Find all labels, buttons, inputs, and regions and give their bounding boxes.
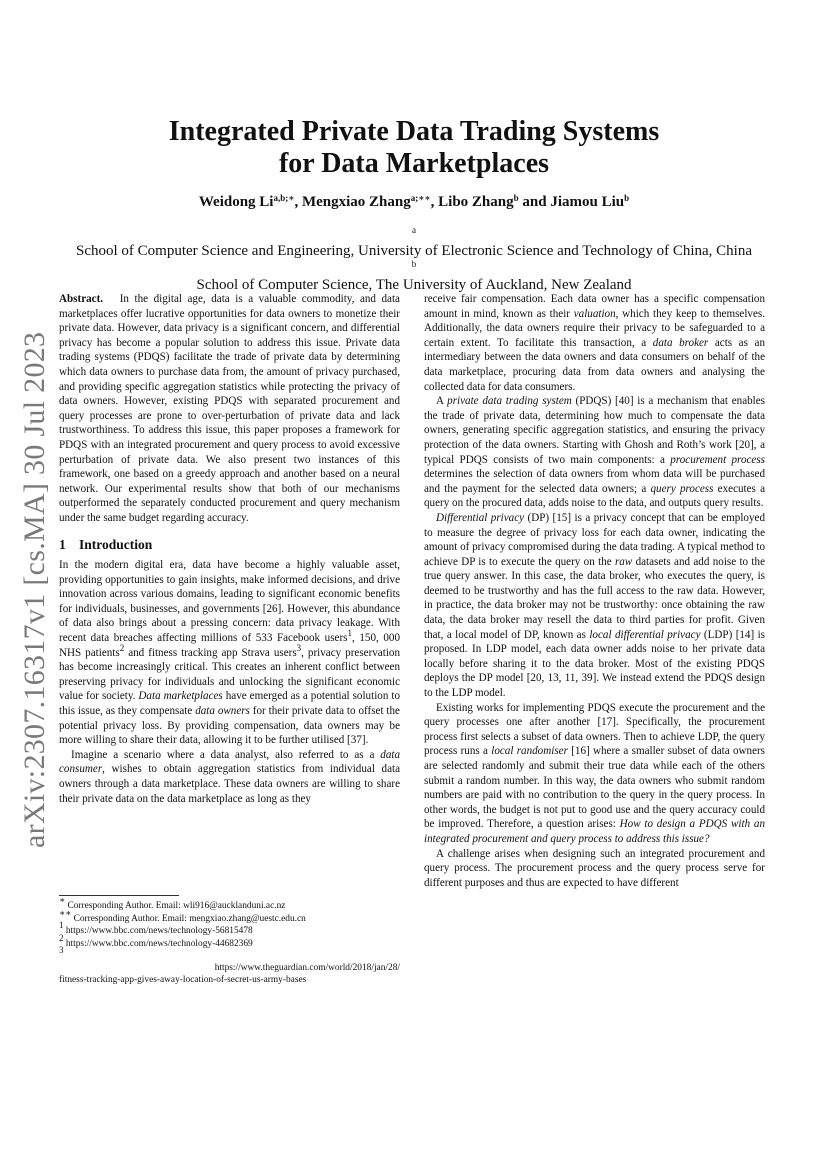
emphasis: valuation bbox=[573, 307, 616, 320]
left-column bbox=[59, 292, 400, 806]
footnote-link[interactable]: https://www.theguardian.com/world/2018/jan/28/ bbox=[214, 962, 400, 973]
footnote-link[interactable]: fitness-tracking-app-gives-away-location-of-secret-us-army-bases bbox=[59, 974, 307, 985]
author-affil-mark: b bbox=[513, 193, 519, 203]
right-column bbox=[424, 292, 765, 890]
paragraph bbox=[424, 511, 765, 701]
text-run: Imagine a scenario where a data analyst, also referred to as a bbox=[71, 748, 381, 761]
text-run: datasets and add noise to the true query answer. In this case, the data broker, who executes the query, is deemed to be trustworthy and has the full access to the raw data. However, in practice, the data broker may not be trustworthy: once obtaining the raw data, the data broker may resell the data to third parties for profit. Given that, a local model of DP, known as bbox=[424, 555, 765, 641]
text-run: (LDP) [14] is proposed. In LDP model, each data owner adds noise to her private data locally before sharing it to the data broker. Most of the existing PDQS deploys the DP model [20, 13, 11, 39]. We instead extend the PDQS design to the LDP model. bbox=[424, 628, 765, 700]
emphasis: data consumer bbox=[59, 748, 400, 776]
footnote-mark: ∗∗ bbox=[59, 907, 72, 918]
text-run: A challenge arises when designing such an integrated procurement and query process. The procurement process and the query process serve for different purposes and thus are expected to have different bbox=[424, 847, 765, 889]
text-run: , 150, 000 NHS patients bbox=[59, 632, 400, 659]
footnote-ref[interactable]: 3 bbox=[296, 642, 302, 653]
author-list bbox=[60, 194, 768, 211]
text-run: and fitness tracking app Strava users bbox=[124, 646, 297, 659]
paper-title bbox=[60, 116, 768, 180]
footnote-link[interactable]: https://www.bbc.com/news/technology-56815478 bbox=[63, 926, 253, 937]
emphasis: Differential privacy bbox=[436, 511, 525, 524]
abstract-label: Abstract. bbox=[59, 293, 104, 305]
affil-mark: b bbox=[411, 259, 417, 269]
affil-mark: a bbox=[412, 225, 416, 235]
emphasis: local randomiser bbox=[491, 745, 568, 758]
footnote-ref[interactable]: 1 bbox=[347, 628, 352, 639]
affiliation-b bbox=[60, 260, 768, 294]
affiliations bbox=[60, 226, 768, 294]
arxiv-identifier: arXiv:2307.16317v1 [cs.MA] 30 Jul 2023 bbox=[18, 331, 51, 848]
author-name: and Jiamou Liu bbox=[518, 194, 625, 210]
author-name: Weidong Li bbox=[198, 194, 274, 210]
text-run: for their private data to offset the potential privacy loss. By providing compensation, data owners may be more willing to share their data, allowing it to be further utilised [37]. bbox=[59, 705, 400, 747]
text-run: executes a query on the procured data, adds noise to the data, and outputs query results. bbox=[424, 482, 766, 510]
title-line-1: Integrated Private Data Trading Systems bbox=[168, 116, 660, 147]
emphasis: raw bbox=[614, 555, 633, 568]
footnote bbox=[59, 945, 400, 986]
footnote bbox=[59, 907, 400, 926]
emphasis: How to design a PDQS with an integrated procurement and query process to address this issue? bbox=[424, 818, 766, 845]
footnote-text: Corresponding Author. Email: mengxiao.zhang@uestc.edu.cn bbox=[71, 913, 306, 924]
text-run: In the modern digital era, data have become a highly valuable asset, providing opportunities to gain insights, make informed decisions, and drive innovation across various domains, leading to significant economic benefits for individuals, businesses, and governments [26]. However, this abundance of data also brings about a pressing concern: data privacy leakage. With recent data breaches affecting millions of 533 Facebook users bbox=[59, 559, 400, 645]
emphasis: data owners bbox=[195, 705, 250, 718]
emphasis: procurement process bbox=[670, 453, 765, 466]
author-affil-mark: a,b;∗ bbox=[273, 193, 295, 203]
paragraph bbox=[424, 292, 765, 394]
text-run: A bbox=[436, 395, 448, 408]
text-run: , wishes to obtain aggregation statistics from individual data owners through a data marketplace. These data owners are willing to share their private data on the data marketplace as long as they bbox=[59, 763, 400, 805]
footnote-mark: 3 bbox=[59, 945, 64, 956]
emphasis: private data trading system bbox=[447, 395, 572, 408]
intro-paragraph-2 bbox=[59, 748, 400, 806]
footnote bbox=[59, 932, 400, 951]
footnote-mark: 1 bbox=[59, 920, 64, 931]
footnotes bbox=[59, 895, 400, 986]
abstract bbox=[59, 292, 400, 526]
text-run: acts as an intermediary between the data owners and data consumers on behalf of the data marketplace, procuring data from data owners and analysing the collected data for data consumers. bbox=[424, 336, 765, 393]
author-affil-mark: a;∗∗ bbox=[410, 193, 431, 203]
affil-text: School of Computer Science, The University of Auckland, New Zealand bbox=[196, 277, 632, 293]
intro-paragraph-1 bbox=[59, 558, 400, 748]
text-run: Existing works for implementing PDQS execute the procurement and the query processes one after another [17]. Specifically, the procurement process first selects a subset of data owners. Then to achieve LDP, the query process runs a bbox=[424, 701, 765, 758]
emphasis: Data marketplaces bbox=[138, 690, 223, 703]
emphasis: query process bbox=[650, 482, 714, 495]
affil-text: School of Computer Science and Engineering, University of Electronic Science and Technology of China, China bbox=[76, 243, 752, 259]
text-run: have emerged as a potential solution to this issue, as they compensate bbox=[59, 690, 400, 718]
footnote-mark: ∗ bbox=[59, 895, 66, 905]
section-title: Introduction bbox=[79, 536, 153, 552]
emphasis: data broker bbox=[652, 336, 709, 349]
title-line-2: for Data Marketplaces bbox=[278, 148, 550, 179]
paragraph bbox=[424, 394, 765, 511]
section-heading bbox=[59, 538, 400, 553]
text-run: , which they keep to themselves. Additionally, the data owners require their privacy to be safeguarded to a certain extent. To facilitate this transaction, a bbox=[424, 307, 765, 349]
text-run: (DP) [15] is a privacy concept that can be employed to measure the degree of privacy loss for each data owner, indicating the amount of privacy compromised during the data trading. A typical method to achieve DP is to execute the query on the bbox=[424, 511, 765, 568]
footnote bbox=[59, 895, 400, 913]
text-run: determines the selection of data owners from whom data will be purchased and the payment for the selected data owners; a bbox=[424, 468, 765, 495]
paragraph bbox=[424, 847, 765, 891]
footnote bbox=[59, 920, 400, 938]
paragraph bbox=[424, 701, 765, 847]
footnote-ref[interactable]: 2 bbox=[119, 642, 125, 653]
abstract-text: In the digital age, data is a valuable commodity, and data marketplaces offer lucrative opportunities for data owners to monetize their private data. However, data privacy is a significant concern, and differential privacy has become a popular solution to address this issue. Private data trading systems (PDQS) facilitate the trade of private data by determining which data owners to purchase data from, the amount of privacy purchased, and providing specific aggregation statistics while protecting the privacy of data owners. However, existing PDQS with separated procurement and query processes are prone to over-perturbation of private data and lack trustworthiness. To address this issue, this paper proposes a framework for PDQS with an integrated procurement and query process to avoid excessive perturbation of private data. We also present two instances of this framework, one based on a greedy approach and another based on a neural network. Our experimental results show that both of our mechanisms outperformed the separately conducted procurement and query mechanism under the same budget regarding accuracy. bbox=[59, 293, 400, 524]
text-run: [16] where a smaller subset of data owners are selected randomly and submit their true data while each of the others submit a random number. In this way, the data owners who submit random numbers are paid with no contribution to the query in the query process. In other words, the budget is not put to good use and the query accuracy could be improved. Therefore, a question arises: bbox=[424, 745, 766, 831]
text-run: , privacy preservation has become increasingly critical. This creates an inherent conflict between preserving privacy for individuals and unlocking the significant economic value for society. bbox=[59, 646, 400, 703]
text-run: (PDQS) [40] is a mechanism that enables the trade of private data, determining how much to compensate the data owners, generating specific aggregation statistics, and ensuring the privacy protection of the data owners. Starting with Ghosh and Roth’s work [20], a typical PDQS consists of two main components: a bbox=[424, 395, 765, 466]
emphasis: local differential privacy bbox=[589, 628, 701, 641]
author-affil-mark: b bbox=[624, 193, 630, 203]
footnote-divider bbox=[59, 895, 179, 896]
text-run: receive fair compensation. Each data owner has a specific compensation amount in mind, known as their bbox=[424, 293, 765, 320]
affiliation-a bbox=[60, 226, 768, 260]
author-name: , Mengxiao Zhang bbox=[294, 194, 411, 210]
footnote-mark: 2 bbox=[59, 932, 64, 943]
footnote-text: Corresponding Author. Email: wli916@aucklanduni.ac.nz bbox=[65, 901, 286, 911]
author-name: , Libo Zhang bbox=[430, 194, 514, 210]
footnote-link[interactable]: https://www.bbc.com/news/technology-44682369 bbox=[63, 938, 253, 949]
section-number: 1 bbox=[59, 536, 66, 552]
